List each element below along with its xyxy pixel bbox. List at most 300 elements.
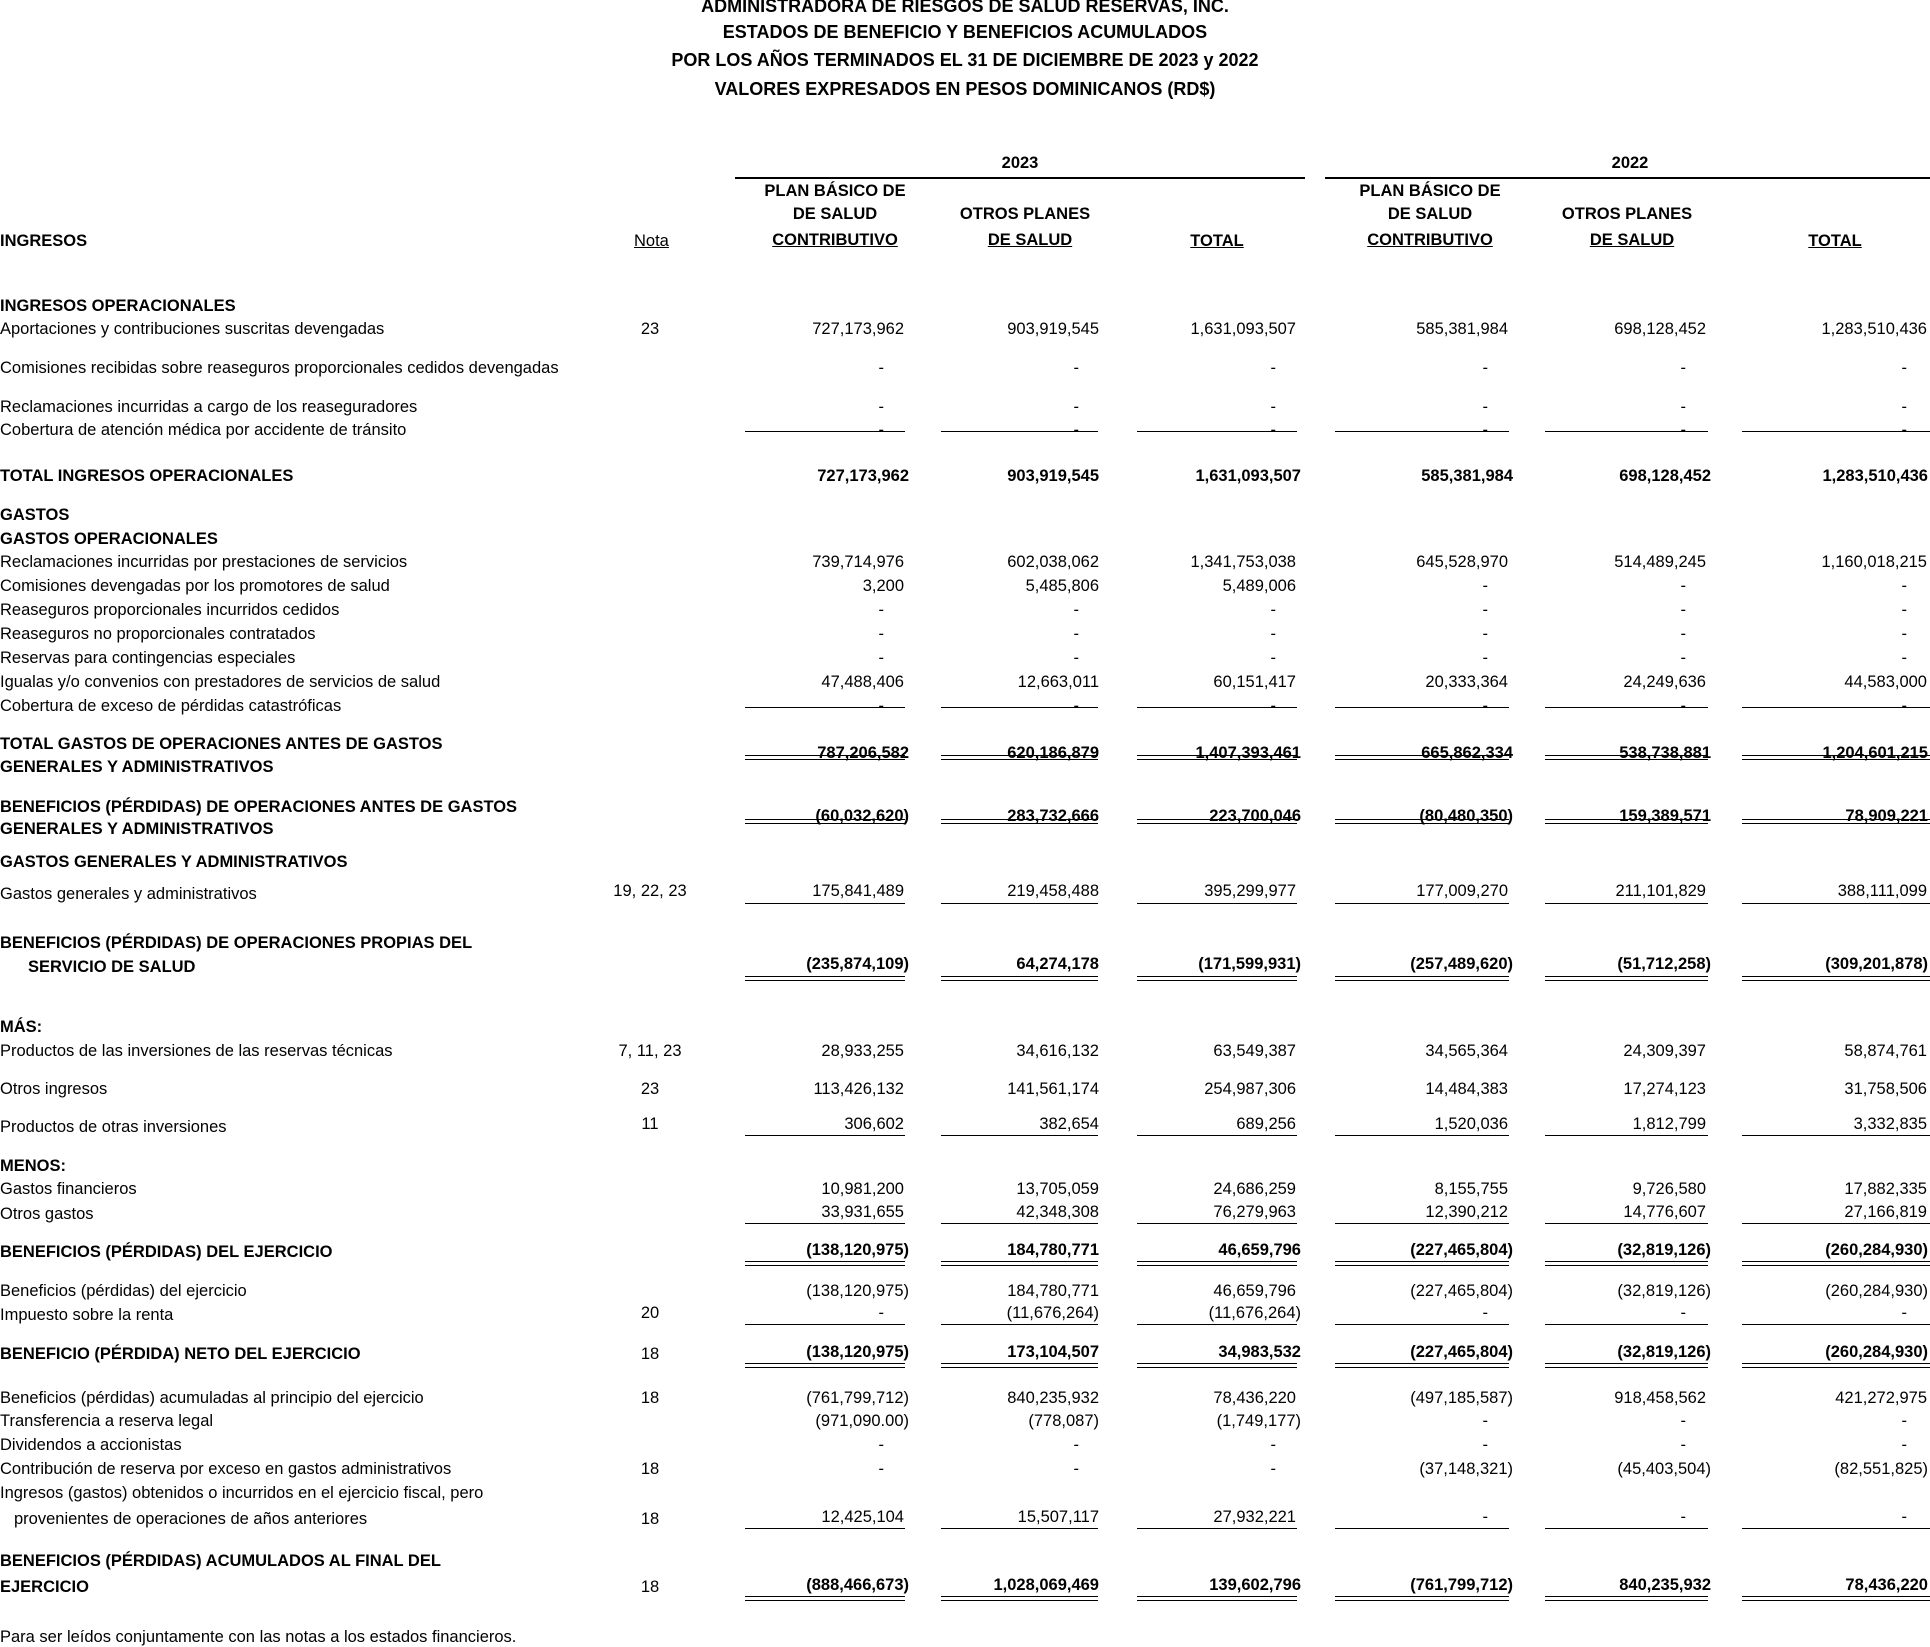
- single-underline: [745, 903, 905, 904]
- row-value: (227,465,804): [1410, 1241, 1513, 1259]
- year-2022-header: 2022: [1611, 154, 1649, 172]
- row-nota: 18: [640, 1460, 660, 1478]
- row-label: Reservas para contingencias especiales: [0, 649, 296, 667]
- double-underline: [941, 819, 1098, 824]
- row-value: 698,128,452: [1619, 467, 1711, 485]
- row-value: 17,274,123: [1623, 1080, 1706, 1098]
- row-value: -: [1482, 625, 1488, 643]
- pbs-2022-header-2: DE SALUD: [1387, 205, 1473, 223]
- row-nota: 18: [640, 1510, 660, 1528]
- row-label: MÁS:: [0, 1018, 43, 1036]
- row-value: (138,120,975): [806, 1241, 909, 1259]
- row-value: (227,465,804): [1410, 1343, 1513, 1361]
- row-value: -: [1901, 1508, 1907, 1526]
- row-value: -: [1482, 577, 1488, 595]
- row-value: -: [1073, 625, 1079, 643]
- double-underline: [745, 1596, 905, 1601]
- row-value: -: [1270, 398, 1276, 416]
- single-underline: [1742, 1324, 1930, 1325]
- double-underline: [1137, 819, 1297, 824]
- row-value: -: [878, 697, 884, 715]
- single-underline: [1742, 431, 1930, 432]
- row-value: (260,284,930): [1825, 1282, 1928, 1300]
- double-underline: [745, 755, 905, 760]
- row-nota: 23: [640, 1080, 660, 1098]
- row-value: (80,480,350): [1419, 807, 1513, 825]
- double-underline: [745, 976, 905, 981]
- single-underline: [1545, 1135, 1708, 1136]
- row-value: -: [1901, 421, 1907, 439]
- row-value: (888,466,673): [806, 1576, 909, 1594]
- single-underline: [1545, 903, 1708, 904]
- row-value: 12,663,011: [1017, 673, 1099, 691]
- total-2022-header: TOTAL: [1808, 232, 1862, 250]
- double-underline: [1335, 1261, 1509, 1266]
- double-underline: [745, 1363, 905, 1368]
- row-label: Cobertura de atención médica por accidente de tránsito: [0, 421, 407, 439]
- double-underline: [1545, 1596, 1708, 1601]
- row-value: (309,201,878): [1825, 955, 1928, 973]
- row-value: 3,200: [862, 577, 904, 595]
- row-value: 9,726,580: [1632, 1180, 1706, 1198]
- single-underline: [1742, 1528, 1930, 1529]
- row-label: Transferencia a reserva legal: [0, 1412, 214, 1430]
- row-value: 20,333,364: [1425, 673, 1508, 691]
- row-value: 1,204,601,215: [1822, 744, 1928, 762]
- row-value: 698,128,452: [1614, 320, 1706, 338]
- row-value: 47,488,406: [821, 673, 904, 691]
- double-underline: [941, 1363, 1098, 1368]
- row-value: 76,279,963: [1213, 1203, 1296, 1221]
- single-underline: [1335, 1528, 1509, 1529]
- row-label: Reclamaciones incurridas por prestaciones de servicios: [0, 553, 408, 571]
- row-value: 177,009,270: [1416, 882, 1508, 900]
- currency-title: VALORES EXPRESADOS EN PESOS DOMINICANOS (RD$): [714, 79, 1216, 99]
- row-value: 27,166,819: [1844, 1203, 1927, 1221]
- row-label: Reaseguros no proporcionales contratados: [0, 625, 316, 643]
- row-value: 3,332,835: [1853, 1115, 1927, 1133]
- single-underline: [745, 1324, 905, 1325]
- single-underline: [745, 431, 905, 432]
- single-underline: [1335, 431, 1509, 432]
- row-value: 8,155,755: [1434, 1180, 1508, 1198]
- row-label: Otros gastos: [0, 1205, 94, 1223]
- row-label: Dividendos a accionistas: [0, 1436, 182, 1454]
- row-value: (32,819,126): [1617, 1241, 1711, 1259]
- row-value: -: [878, 649, 884, 667]
- row-label: BENEFICIOS (PÉRDIDAS) DEL EJERCICIO: [0, 1243, 333, 1261]
- row-value: 141,561,174: [1007, 1080, 1099, 1098]
- row-nota: 18: [640, 1345, 660, 1363]
- single-underline: [941, 707, 1098, 708]
- single-underline: [1545, 1324, 1708, 1325]
- row-value: -: [1482, 697, 1488, 715]
- row-value: 585,381,984: [1421, 467, 1513, 485]
- double-underline: [1742, 819, 1930, 824]
- row-value: -: [1901, 697, 1907, 715]
- row-value: -: [1680, 625, 1686, 643]
- row-value: -: [1270, 697, 1276, 715]
- row-label: Gastos generales y administrativos: [0, 885, 257, 903]
- row-value: 58,874,761: [1844, 1042, 1927, 1060]
- row-label: Comisiones devengadas por los promotores de salud: [0, 577, 390, 595]
- row-value: 787,206,582: [817, 744, 909, 762]
- row-value: 78,909,221: [1845, 807, 1928, 825]
- row-value: (37,148,321): [1419, 1460, 1513, 1478]
- row-value: 421,272,975: [1835, 1389, 1927, 1407]
- row-value: 620,186,879: [1007, 744, 1099, 762]
- row-label: Productos de otras inversiones: [0, 1118, 227, 1136]
- pbs-2023-header-3: CONTRIBUTIVO: [772, 231, 898, 249]
- row-value: -: [1270, 1436, 1276, 1454]
- single-underline: [1137, 1528, 1297, 1529]
- row-value: 175,841,489: [812, 882, 904, 900]
- single-underline: [1335, 707, 1509, 708]
- row-label: Impuesto sobre la renta: [0, 1306, 174, 1324]
- ingresos-header: INGRESOS: [0, 232, 88, 250]
- row-value: -: [1680, 601, 1686, 619]
- row-value: -: [1901, 1304, 1907, 1322]
- row-label: Gastos financieros: [0, 1180, 137, 1198]
- row-value: 219,458,488: [1007, 882, 1099, 900]
- row-value: (257,489,620): [1410, 955, 1513, 973]
- row-value: -: [1680, 1412, 1686, 1430]
- double-underline: [1335, 819, 1509, 824]
- row-value: 665,862,334: [1421, 744, 1513, 762]
- row-value: -: [1270, 1460, 1276, 1478]
- row-value: -: [1073, 398, 1079, 416]
- row-value: -: [1901, 1412, 1907, 1430]
- row-value: 514,489,245: [1614, 553, 1706, 571]
- row-value: -: [1680, 398, 1686, 416]
- period-title: POR LOS AÑOS TERMINADOS EL 31 DE DICIEMBRE DE 2023 y 2022: [671, 50, 1259, 70]
- row-value: 395,299,977: [1204, 882, 1296, 900]
- row-value: (761,799,712): [806, 1389, 909, 1407]
- row-value: -: [1901, 649, 1907, 667]
- double-underline: [1545, 819, 1708, 824]
- row-value: -: [1073, 1460, 1079, 1478]
- row-value: 1,160,018,215: [1821, 553, 1927, 571]
- row-value: -: [1901, 601, 1907, 619]
- row-value: 27,932,221: [1213, 1508, 1296, 1526]
- row-value: 739,714,976: [812, 553, 904, 571]
- nota-header: Nota: [634, 232, 669, 250]
- otros-2022-header-1: OTROS PLANES: [1561, 205, 1693, 223]
- row-value: (235,874,109): [806, 955, 909, 973]
- row-value: 689,256: [1236, 1115, 1296, 1133]
- row-value: 1,283,510,436: [1822, 467, 1928, 485]
- row-label-continued: SERVICIO DE SALUD: [28, 958, 196, 976]
- row-label: Ingresos (gastos) obtenidos o incurridos en el ejercicio fiscal, pero: [0, 1484, 484, 1502]
- row-value: 645,528,970: [1416, 553, 1508, 571]
- row-value: 24,249,636: [1623, 673, 1706, 691]
- row-value: 382,654: [1039, 1115, 1099, 1133]
- row-value: 12,425,104: [821, 1508, 904, 1526]
- row-value: -: [1270, 649, 1276, 667]
- single-underline: [745, 1223, 905, 1224]
- pbs-2023-header-2: DE SALUD: [792, 205, 878, 223]
- single-underline: [941, 903, 1098, 904]
- row-value: (497,185,587): [1410, 1389, 1513, 1407]
- row-value: 44,583,000: [1844, 673, 1927, 691]
- double-underline: [941, 755, 1098, 760]
- row-nota: 19, 22, 23: [613, 882, 687, 900]
- row-value: -: [878, 625, 884, 643]
- row-value: -: [1270, 601, 1276, 619]
- single-underline: [1742, 707, 1930, 708]
- row-value: 14,484,383: [1425, 1080, 1508, 1098]
- double-underline: [1742, 1261, 1930, 1266]
- row-value: 139,602,796: [1209, 1576, 1301, 1594]
- row-value: 840,235,932: [1007, 1389, 1099, 1407]
- row-label: INGRESOS OPERACIONALES: [0, 297, 236, 315]
- double-underline: [1742, 976, 1930, 981]
- row-label-continued: GENERALES Y ADMINISTRATIVOS: [0, 820, 274, 838]
- single-underline: [745, 707, 905, 708]
- row-value: 14,776,607: [1623, 1203, 1706, 1221]
- row-label: Comisiones recibidas sobre reaseguros proporcionales cedidos devengadas: [0, 359, 559, 377]
- row-label: Igualas y/o convenios con prestadores de servicios de salud: [0, 673, 441, 691]
- row-value: (260,284,930): [1825, 1241, 1928, 1259]
- double-underline: [1335, 976, 1509, 981]
- row-value: 283,732,666: [1007, 807, 1099, 825]
- row-value: 918,458,562: [1614, 1389, 1706, 1407]
- row-value: -: [1901, 1436, 1907, 1454]
- row-label: TOTAL GASTOS DE OPERACIONES ANTES DE GASTOS: [0, 735, 443, 753]
- row-value: 1,407,393,461: [1195, 744, 1301, 762]
- row-label: TOTAL INGRESOS OPERACIONALES: [0, 467, 294, 485]
- row-value: 64,274,178: [1016, 955, 1099, 973]
- row-value: -: [1073, 359, 1079, 377]
- row-label: GASTOS GENERALES Y ADMINISTRATIVOS: [0, 853, 348, 871]
- row-value: -: [1270, 625, 1276, 643]
- row-label: Contribución de reserva por exceso en gastos administrativos: [0, 1460, 452, 1478]
- row-value: -: [1901, 359, 1907, 377]
- row-value: (761,799,712): [1410, 1576, 1513, 1594]
- single-underline: [1137, 707, 1297, 708]
- row-label: Beneficios (pérdidas) del ejercicio: [0, 1282, 247, 1300]
- row-value: -: [1680, 577, 1686, 595]
- single-underline: [1335, 1223, 1509, 1224]
- row-value: -: [878, 1304, 884, 1322]
- row-value: -: [1073, 697, 1079, 715]
- row-value: 903,919,545: [1007, 320, 1099, 338]
- row-value: 28,933,255: [821, 1042, 904, 1060]
- row-value: 46,659,796: [1213, 1282, 1296, 1300]
- row-value: -: [1482, 359, 1488, 377]
- single-underline: [1545, 1223, 1708, 1224]
- row-value: -: [1680, 421, 1686, 439]
- row-value: -: [878, 421, 884, 439]
- row-value: -: [1482, 1508, 1488, 1526]
- row-value: (45,403,504): [1617, 1460, 1711, 1478]
- row-value: 1,812,799: [1632, 1115, 1706, 1133]
- row-value: 10,981,200: [821, 1180, 904, 1198]
- row-value: 24,309,397: [1623, 1042, 1706, 1060]
- single-underline: [1742, 1223, 1930, 1224]
- single-underline: [1335, 1324, 1509, 1325]
- row-value: (32,819,126): [1617, 1343, 1711, 1361]
- pbs-2023-header-1: PLAN BÁSICO DE: [764, 182, 906, 200]
- row-value: -: [1073, 421, 1079, 439]
- single-underline: [1545, 1528, 1708, 1529]
- double-underline: [1545, 755, 1708, 760]
- row-value: -: [1482, 398, 1488, 416]
- row-value: 42,348,308: [1016, 1203, 1099, 1221]
- double-underline: [941, 1596, 1098, 1601]
- row-value: -: [1482, 1412, 1488, 1430]
- single-underline: [1742, 1135, 1930, 1136]
- single-underline: [1137, 1324, 1297, 1325]
- single-underline: [745, 1528, 905, 1529]
- double-underline: [1742, 1363, 1930, 1368]
- row-value: 211,101,829: [1615, 882, 1706, 900]
- row-value: -: [1482, 1436, 1488, 1454]
- company-title: ADMINISTRADORA DE RIESGOS DE SALUD RESERVAS, INC.: [701, 0, 1229, 16]
- double-underline: [1335, 755, 1509, 760]
- row-label: Reclamaciones incurridas a cargo de los reaseguradores: [0, 398, 418, 416]
- row-value: -: [1901, 577, 1907, 595]
- single-underline: [1335, 903, 1509, 904]
- row-value: -: [1482, 601, 1488, 619]
- row-value: 1,283,510,436: [1821, 320, 1927, 338]
- row-value: -: [1680, 649, 1686, 667]
- row-value: 223,700,046: [1209, 807, 1301, 825]
- row-value: -: [1901, 398, 1907, 416]
- row-value: -: [1073, 601, 1079, 619]
- row-value: -: [1482, 1304, 1488, 1322]
- double-underline: [1545, 1261, 1708, 1266]
- row-label: Otros ingresos: [0, 1080, 108, 1098]
- row-value: (138,120,975): [806, 1282, 909, 1300]
- row-value: 31,758,506: [1844, 1080, 1927, 1098]
- single-underline: [941, 431, 1098, 432]
- row-nota: 11: [641, 1115, 659, 1133]
- year-2023-header: 2023: [1001, 154, 1039, 172]
- double-underline: [1335, 1596, 1509, 1601]
- row-value: 5,489,006: [1222, 577, 1296, 595]
- row-label: Cobertura de exceso de pérdidas catastróficas: [0, 697, 342, 715]
- double-underline: [745, 1261, 905, 1266]
- double-underline: [1742, 755, 1930, 760]
- row-label: GASTOS: [0, 506, 70, 524]
- row-value: 13,705,059: [1016, 1180, 1099, 1198]
- row-value: (778,087): [1028, 1412, 1099, 1430]
- single-underline: [1137, 1135, 1297, 1136]
- row-value: 24,686,259: [1213, 1180, 1296, 1198]
- row-value: 1,631,093,507: [1190, 320, 1296, 338]
- row-nota: 20: [640, 1304, 660, 1322]
- row-value: 388,111,099: [1837, 882, 1927, 900]
- row-value: (60,032,620): [815, 807, 909, 825]
- row-label-continued: GENERALES Y ADMINISTRATIVOS: [0, 758, 274, 776]
- row-label: BENEFICIO (PÉRDIDA) NETO DEL EJERCICIO: [0, 1345, 361, 1363]
- single-underline: [941, 1135, 1098, 1136]
- row-label: GASTOS OPERACIONALES: [0, 530, 218, 548]
- row-value: -: [1270, 421, 1276, 439]
- row-value: (11,676,264): [1006, 1304, 1099, 1322]
- row-value: -: [1680, 1508, 1686, 1526]
- row-value: -: [1680, 359, 1686, 377]
- row-value: 63,549,387: [1213, 1042, 1296, 1060]
- year-2023-rule: [735, 177, 1305, 179]
- row-value: 1,631,093,507: [1195, 467, 1301, 485]
- row-value: 727,173,962: [817, 467, 909, 485]
- row-value: (11,676,264): [1208, 1304, 1301, 1322]
- row-value: (51,712,258): [1617, 955, 1711, 973]
- double-underline: [941, 1261, 1098, 1266]
- double-underline: [1545, 1363, 1708, 1368]
- total-2023-header: TOTAL: [1190, 232, 1244, 250]
- row-nota: 18: [640, 1578, 660, 1596]
- row-nota: 7, 11, 23: [618, 1042, 682, 1060]
- year-2022-rule: [1325, 177, 1930, 179]
- row-label-continued: EJERCICIO: [0, 1578, 89, 1596]
- row-value: -: [1482, 649, 1488, 667]
- row-value: 12,390,212: [1425, 1203, 1508, 1221]
- row-value: -: [878, 359, 884, 377]
- single-underline: [1545, 431, 1708, 432]
- row-value: 538,738,881: [1619, 744, 1711, 762]
- row-value: -: [1680, 1304, 1686, 1322]
- footer-note: Para ser leídos conjuntamente con las notas a los estados financieros.: [0, 1628, 517, 1646]
- double-underline: [1137, 1261, 1297, 1266]
- row-value: -: [878, 1436, 884, 1454]
- row-value: 1,520,036: [1434, 1115, 1508, 1133]
- row-value: -: [1482, 421, 1488, 439]
- row-label: BENEFICIOS (PÉRDIDAS) DE OPERACIONES ANTES DE GASTOS: [0, 798, 518, 816]
- otros-2023-header-2: DE SALUD: [987, 231, 1073, 249]
- row-value: 78,436,220: [1845, 1576, 1928, 1594]
- row-label: Aportaciones y contribuciones suscritas devengadas: [0, 320, 385, 338]
- otros-2022-header-2: DE SALUD: [1589, 231, 1675, 249]
- double-underline: [1137, 1596, 1297, 1601]
- single-underline: [1137, 903, 1297, 904]
- row-value: 1,028,069,469: [993, 1576, 1099, 1594]
- row-value: (171,599,931): [1198, 955, 1301, 973]
- row-value: (32,819,126): [1617, 1282, 1711, 1300]
- single-underline: [941, 1528, 1098, 1529]
- double-underline: [1335, 1363, 1509, 1368]
- row-nota: 23: [640, 320, 660, 338]
- row-value: -: [1270, 359, 1276, 377]
- row-value: 17,882,335: [1844, 1180, 1927, 1198]
- double-underline: [1137, 755, 1297, 760]
- row-value: 585,381,984: [1416, 320, 1508, 338]
- row-value: 159,389,571: [1619, 807, 1711, 825]
- row-value: -: [1073, 1436, 1079, 1454]
- statement-title: ESTADOS DE BENEFICIO Y BENEFICIOS ACUMULADOS: [722, 22, 1208, 42]
- row-value: (82,551,825): [1834, 1460, 1928, 1478]
- row-value: -: [1680, 697, 1686, 715]
- row-value: 173,104,507: [1007, 1343, 1099, 1361]
- row-value: 34,616,132: [1016, 1042, 1099, 1060]
- row-value: 840,235,932: [1619, 1576, 1711, 1594]
- single-underline: [745, 1135, 905, 1136]
- row-value: (138,120,975): [806, 1343, 909, 1361]
- row-label: Beneficios (pérdidas) acumuladas al principio del ejercicio: [0, 1389, 424, 1407]
- single-underline: [1545, 707, 1708, 708]
- row-nota: 18: [640, 1389, 660, 1407]
- row-value: -: [1901, 625, 1907, 643]
- row-value: 1,341,753,038: [1190, 553, 1296, 571]
- double-underline: [745, 819, 905, 824]
- double-underline: [1137, 976, 1297, 981]
- single-underline: [1742, 903, 1930, 904]
- row-value: 34,565,364: [1425, 1042, 1508, 1060]
- row-value: 184,780,771: [1007, 1241, 1099, 1259]
- pbs-2022-header-3: CONTRIBUTIVO: [1367, 231, 1493, 249]
